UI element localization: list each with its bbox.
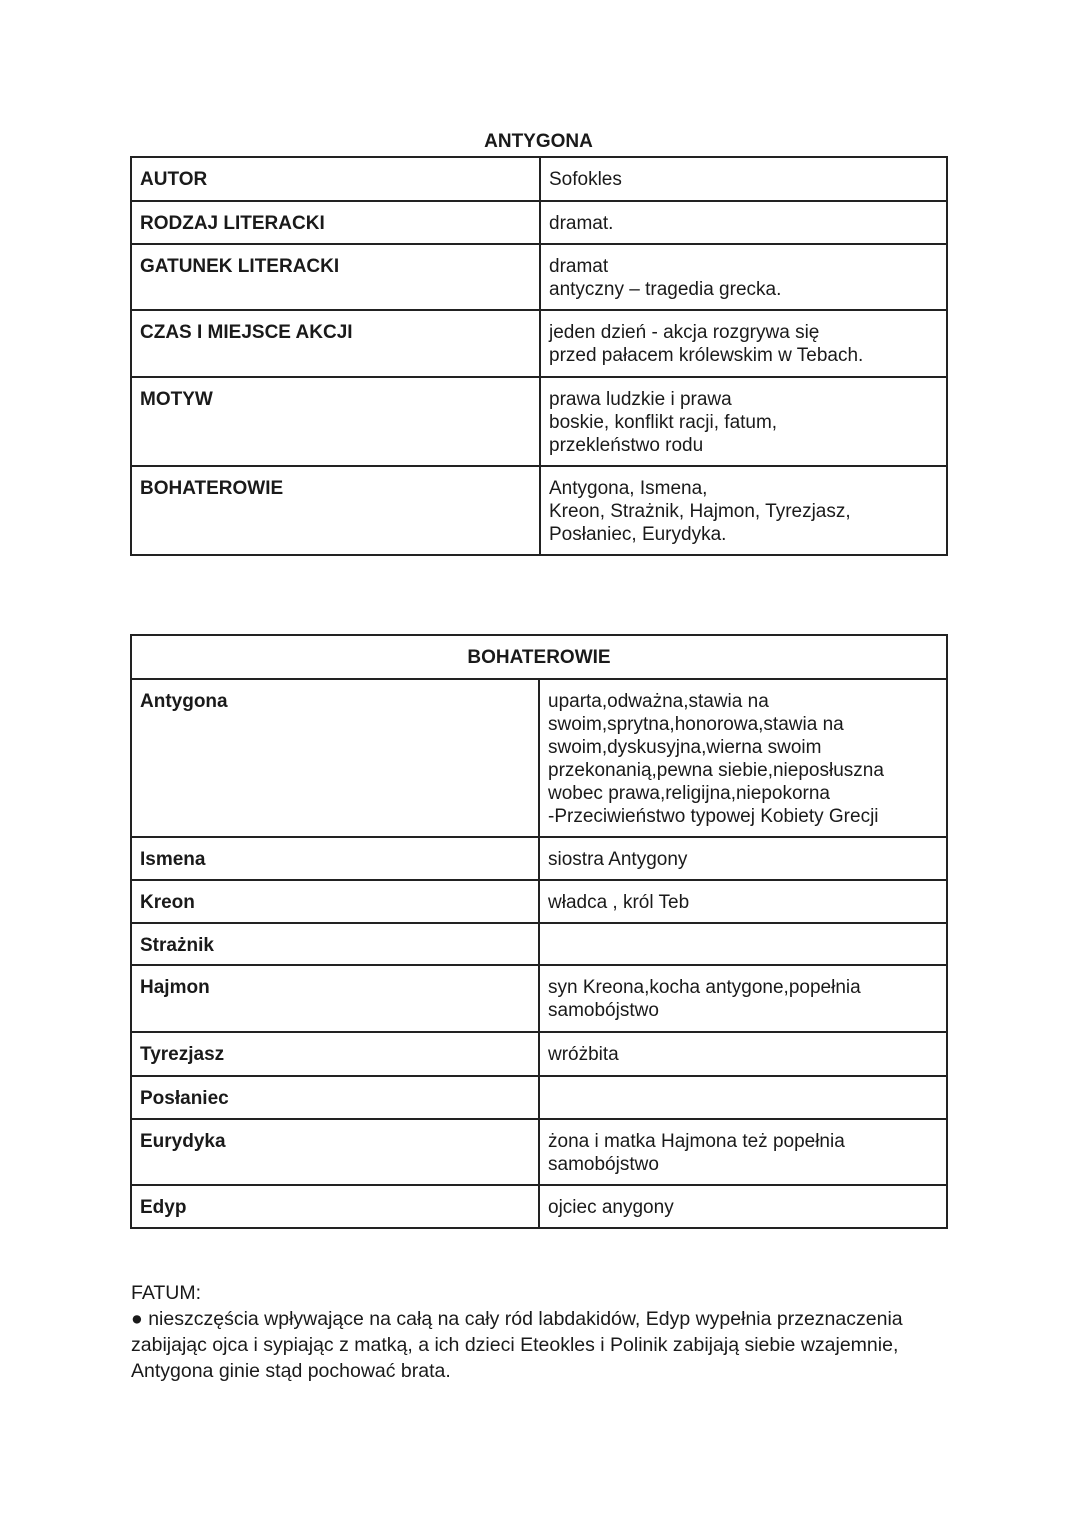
character-row-value bbox=[539, 1119, 947, 1185]
character-row bbox=[131, 880, 947, 923]
bullet-icon: ● bbox=[131, 1308, 143, 1330]
value-line: żona i matka Hajmona też popełnia bbox=[548, 1131, 845, 1152]
character-row bbox=[131, 923, 947, 965]
fatum-text-line-1: nieszczęścia wpływające na całą na cały ród labdakidów, Edyp wypełnia przeznaczenia bbox=[148, 1308, 903, 1330]
summary-row-label: AUTOR bbox=[131, 157, 540, 201]
value-line: swoim,dyskusyjna,wierna swoim bbox=[548, 737, 822, 758]
value-line: uparta,odważna,stawia na bbox=[548, 691, 769, 712]
value-line: siostra Antygony bbox=[548, 849, 688, 870]
summary-row bbox=[131, 310, 947, 377]
character-row-value bbox=[539, 965, 947, 1032]
character-row bbox=[131, 1185, 947, 1228]
characters-table-header: BOHATEROWIE bbox=[131, 635, 947, 679]
summary-row bbox=[131, 201, 947, 244]
character-row-label: Ismena bbox=[131, 837, 539, 880]
summary-row-label: RODZAJ LITERACKI bbox=[131, 201, 540, 244]
value-line: prawa ludzkie i prawa bbox=[549, 389, 732, 410]
character-row bbox=[131, 965, 947, 1032]
summary-row-value bbox=[540, 466, 947, 555]
value-line: samobójstwo bbox=[548, 1154, 659, 1175]
summary-row bbox=[131, 244, 947, 310]
summary-row-value bbox=[540, 244, 947, 310]
summary-table bbox=[130, 156, 948, 556]
value-line: boskie, konflikt racji, fatum, bbox=[549, 412, 778, 433]
character-row-value bbox=[539, 1076, 947, 1119]
value-line: władca , król Teb bbox=[548, 892, 690, 913]
character-row-label: Tyrezjasz bbox=[131, 1032, 539, 1076]
summary-row-value bbox=[540, 201, 947, 244]
character-row-label: Edyp bbox=[131, 1185, 539, 1228]
character-row bbox=[131, 1119, 947, 1185]
value-line: ojciec anygony bbox=[548, 1197, 674, 1218]
character-row-value bbox=[539, 679, 947, 837]
summary-row-label: CZAS I MIEJSCE AKCJI bbox=[131, 310, 540, 377]
character-row-label: Kreon bbox=[131, 880, 539, 923]
characters-table-header-row bbox=[131, 635, 947, 679]
value-line: swoim,sprytna,honorowa,stawia na bbox=[548, 714, 844, 735]
value-line: wróżbita bbox=[548, 1044, 619, 1065]
character-row-value bbox=[539, 880, 947, 923]
character-row-value bbox=[539, 1185, 947, 1228]
character-row bbox=[131, 1076, 947, 1119]
value-line: dramat. bbox=[549, 213, 614, 234]
value-line: przed pałacem królewskim w Tebach. bbox=[549, 345, 864, 366]
summary-row bbox=[131, 377, 947, 466]
value-line: Antygona, Ismena, bbox=[549, 478, 708, 499]
summary-row bbox=[131, 157, 947, 201]
summary-row-label: MOTYW bbox=[131, 377, 540, 466]
character-row bbox=[131, 837, 947, 880]
character-row-label: Antygona bbox=[131, 679, 539, 837]
character-row-label: Strażnik bbox=[131, 923, 539, 965]
character-row-value bbox=[539, 923, 947, 965]
character-row-label: Posłaniec bbox=[131, 1076, 539, 1119]
character-row-label: Eurydyka bbox=[131, 1119, 539, 1185]
summary-row-label: GATUNEK LITERACKI bbox=[131, 244, 540, 310]
value-line: syn Kreona,kocha antygone,popełnia bbox=[548, 977, 861, 998]
summary-row-value bbox=[540, 310, 947, 377]
summary-row-label: BOHATEROWIE bbox=[131, 466, 540, 555]
fatum-text-line-3: Antygona ginie stąd pochować brata. bbox=[131, 1360, 451, 1382]
fatum-text-line-2: zabijając ojca i sypiając z matką, a ich dzieci Eteokles i Polinik zabijają siebie wzajemnie, bbox=[131, 1334, 899, 1356]
value-line: Kreon, Strażnik, Hajmon, Tyrezjasz, bbox=[549, 501, 851, 522]
value-line: jeden dzień - akcja rozgrywa się bbox=[549, 322, 820, 343]
fatum-bullet-item bbox=[131, 1306, 951, 1332]
character-row bbox=[131, 1032, 947, 1076]
character-row-value bbox=[539, 1032, 947, 1076]
value-line: Sofokles bbox=[549, 169, 622, 190]
document-title: ANTYGONA bbox=[484, 131, 593, 152]
fatum-section bbox=[131, 1280, 951, 1384]
value-line: przekonanią,pewna siebie,nieposłuszna bbox=[548, 760, 884, 781]
characters-table bbox=[130, 634, 948, 1229]
value-line: wobec prawa,religijna,niepokorna bbox=[548, 783, 831, 804]
value-line: antyczny – tragedia grecka. bbox=[549, 279, 782, 300]
value-line: przekleństwo rodu bbox=[549, 435, 704, 456]
summary-row-value bbox=[540, 377, 947, 466]
character-row bbox=[131, 679, 947, 837]
summary-row-value bbox=[540, 157, 947, 201]
value-line: samobójstwo bbox=[548, 1000, 659, 1021]
value-line: Posłaniec, Eurydyka. bbox=[549, 524, 727, 545]
summary-row bbox=[131, 466, 947, 555]
value-line: -Przeciwieństwo typowej Kobiety Grecji bbox=[548, 806, 879, 827]
fatum-heading: FATUM: bbox=[131, 1282, 202, 1304]
character-row-label: Hajmon bbox=[131, 965, 539, 1032]
character-row-value bbox=[539, 837, 947, 880]
value-line: dramat bbox=[549, 256, 609, 277]
